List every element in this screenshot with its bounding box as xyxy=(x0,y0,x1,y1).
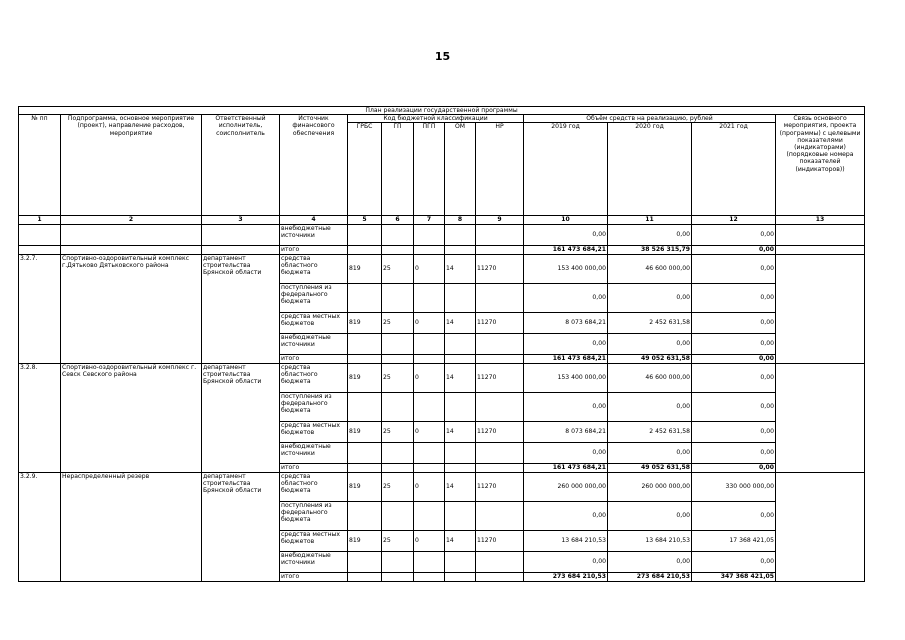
cell-2019: 8 073 684,21 xyxy=(524,421,608,442)
year-2019-header: 2019 год xyxy=(524,123,608,216)
cell-grbs: 819 xyxy=(348,530,382,551)
cell-om: 14 xyxy=(445,472,476,501)
cell-grbs: 819 xyxy=(348,254,382,283)
cell-gp xyxy=(382,283,414,312)
cell-2020: 49 052 631,58 xyxy=(608,463,692,472)
cell-2021: 0,00 xyxy=(692,551,776,572)
table-row xyxy=(19,472,865,501)
kbk-pgp-header: ПГП xyxy=(414,123,445,216)
cell-pgp xyxy=(414,442,445,463)
cell-2021: 0,00 xyxy=(692,463,776,472)
year-2021-header: 2021 год xyxy=(692,123,776,216)
cell-pgp: 0 xyxy=(414,363,445,392)
cell-link xyxy=(776,254,865,363)
cell-no xyxy=(19,245,61,254)
cell-2020: 0,00 xyxy=(608,283,692,312)
col-name-header: Подпрограмма, основное мероприятие (проект), направление расходов, мероприятие xyxy=(61,115,202,216)
cell-2019: 273 684 210,53 xyxy=(524,572,608,581)
cell-grbs xyxy=(348,551,382,572)
cell-2019: 153 400 000,00 xyxy=(524,363,608,392)
cell-nr xyxy=(476,501,524,530)
cell-2021: 0,00 xyxy=(692,283,776,312)
col-num: 5 xyxy=(348,216,382,224)
cell-2021: 0,00 xyxy=(692,333,776,354)
cell-om xyxy=(445,354,476,363)
cell-2020: 13 684 210,53 xyxy=(608,530,692,551)
cell-nr: 11270 xyxy=(476,254,524,283)
cell-om xyxy=(445,442,476,463)
cell-source: поступления из федерального бюджета xyxy=(280,283,348,312)
cell-link xyxy=(776,224,865,245)
cell-source: внебюджетные источники xyxy=(280,224,348,245)
cell-pgp: 0 xyxy=(414,421,445,442)
cell-grbs xyxy=(348,333,382,354)
plan-title: План реализации государственной программы xyxy=(19,107,865,115)
kbk-om-header: ОМ xyxy=(445,123,476,216)
col-num: 4 xyxy=(280,216,348,224)
cell-pgp: 0 xyxy=(414,530,445,551)
cell-nr xyxy=(476,572,524,581)
cell-gp: 25 xyxy=(382,312,414,333)
cell-gp xyxy=(382,354,414,363)
col-source-header: Источник финансового обеспечения xyxy=(280,115,348,216)
cell-source: средства местных бюджетов xyxy=(280,312,348,333)
cell-no: 3.2.9. xyxy=(19,472,61,581)
cell-om xyxy=(445,551,476,572)
cell-gp: 25 xyxy=(382,530,414,551)
cell-2020: 46 600 000,00 xyxy=(608,254,692,283)
header-row-1 xyxy=(19,115,865,123)
cell-2020: 0,00 xyxy=(608,551,692,572)
cell-nr: 11270 xyxy=(476,363,524,392)
cell-2020: 0,00 xyxy=(608,392,692,421)
cell-grbs: 819 xyxy=(348,312,382,333)
cell-grbs xyxy=(348,442,382,463)
cell-om xyxy=(445,501,476,530)
cell-2020: 260 000 000,00 xyxy=(608,472,692,501)
cell-2020: 0,00 xyxy=(608,501,692,530)
cell-om xyxy=(445,283,476,312)
col-num: 3 xyxy=(202,216,280,224)
cell-2020: 2 452 631,58 xyxy=(608,421,692,442)
cell-nr xyxy=(476,392,524,421)
program-plan-table xyxy=(18,106,865,582)
cell-pgp xyxy=(414,245,445,254)
cell-om xyxy=(445,245,476,254)
cell-2021: 17 368 421,05 xyxy=(692,530,776,551)
cell-grbs xyxy=(348,392,382,421)
col-link-header: Связь основного мероприятия, проекта (программы) с целевыми показателями (индикаторами) (порядковые номера показателей (индикаторов)) xyxy=(776,115,865,216)
cell-grbs: 819 xyxy=(348,472,382,501)
cell-grbs: 819 xyxy=(348,363,382,392)
cell-nr xyxy=(476,245,524,254)
cell-2021: 0,00 xyxy=(692,354,776,363)
cell-pgp xyxy=(414,354,445,363)
volume-header: Объём средств на реализацию, рублей xyxy=(524,115,776,123)
cell-om xyxy=(445,572,476,581)
cell-resp: департамент строительства Брянской области xyxy=(202,254,280,363)
cell-resp: департамент строительства Брянской области xyxy=(202,472,280,581)
cell-source: средства местных бюджетов xyxy=(280,530,348,551)
cell-grbs xyxy=(348,224,382,245)
col-num: 6 xyxy=(382,216,414,224)
col-num: 8 xyxy=(445,216,476,224)
cell-2019: 0,00 xyxy=(524,224,608,245)
cell-pgp xyxy=(414,392,445,421)
cell-grbs xyxy=(348,245,382,254)
cell-om: 14 xyxy=(445,254,476,283)
cell-gp xyxy=(382,333,414,354)
cell-nr xyxy=(476,354,524,363)
col-no-header: № пп xyxy=(19,115,61,216)
plan-title-row xyxy=(19,107,865,115)
cell-source: внебюджетные источники xyxy=(280,333,348,354)
cell-2019: 0,00 xyxy=(524,551,608,572)
cell-resp xyxy=(202,245,280,254)
cell-om: 14 xyxy=(445,363,476,392)
cell-om: 14 xyxy=(445,530,476,551)
col-num: 2 xyxy=(61,216,202,224)
cell-name: Нераспределенный резерв xyxy=(61,472,202,581)
cell-pgp xyxy=(414,333,445,354)
cell-gp xyxy=(382,572,414,581)
cell-name xyxy=(61,245,202,254)
cell-pgp: 0 xyxy=(414,254,445,283)
cell-2019: 8 073 684,21 xyxy=(524,312,608,333)
cell-gp xyxy=(382,245,414,254)
cell-pgp: 0 xyxy=(414,472,445,501)
cell-pgp xyxy=(414,501,445,530)
cell-nr xyxy=(476,442,524,463)
kbk-gp-header: ГП xyxy=(382,123,414,216)
cell-2021: 0,00 xyxy=(692,501,776,530)
cell-nr xyxy=(476,283,524,312)
cell-no: 3.2.8. xyxy=(19,363,61,472)
cell-2021: 347 368 421,05 xyxy=(692,572,776,581)
cell-gp: 25 xyxy=(382,254,414,283)
cell-grbs xyxy=(348,501,382,530)
cell-2021: 0,00 xyxy=(692,245,776,254)
cell-pgp xyxy=(414,283,445,312)
kbk-nr-header: НР xyxy=(476,123,524,216)
cell-source: внебюджетные источники xyxy=(280,442,348,463)
cell-2019: 0,00 xyxy=(524,283,608,312)
cell-om: 14 xyxy=(445,421,476,442)
cell-no xyxy=(19,224,61,245)
cell-source: поступления из федерального бюджета xyxy=(280,392,348,421)
cell-2019: 161 473 684,21 xyxy=(524,463,608,472)
cell-2020: 0,00 xyxy=(608,224,692,245)
cell-nr: 11270 xyxy=(476,530,524,551)
cell-2020: 49 052 631,58 xyxy=(608,354,692,363)
cell-source: средства местных бюджетов xyxy=(280,421,348,442)
cell-2021: 0,00 xyxy=(692,254,776,283)
cell-nr: 11270 xyxy=(476,472,524,501)
cell-om xyxy=(445,463,476,472)
cell-name xyxy=(61,224,202,245)
cell-2019: 153 400 000,00 xyxy=(524,254,608,283)
cell-nr xyxy=(476,333,524,354)
cell-om xyxy=(445,224,476,245)
cell-2020: 46 600 000,00 xyxy=(608,363,692,392)
cell-2019: 260 000 000,00 xyxy=(524,472,608,501)
cell-gp xyxy=(382,442,414,463)
cell-gp xyxy=(382,463,414,472)
cell-2019: 0,00 xyxy=(524,501,608,530)
cell-grbs: 819 xyxy=(348,421,382,442)
cell-source: итого xyxy=(280,463,348,472)
cell-grbs xyxy=(348,354,382,363)
cell-nr: 11270 xyxy=(476,421,524,442)
cell-gp: 25 xyxy=(382,472,414,501)
cell-2020: 38 526 315,79 xyxy=(608,245,692,254)
col-num: 9 xyxy=(476,216,524,224)
kbk-grbs-header: ГРБС xyxy=(348,123,382,216)
cell-2019: 161 473 684,21 xyxy=(524,354,608,363)
column-numbers-row xyxy=(19,216,865,224)
cell-link xyxy=(776,245,865,254)
cell-grbs xyxy=(348,463,382,472)
table-row xyxy=(19,363,865,392)
cell-2021: 0,00 xyxy=(692,392,776,421)
cell-nr xyxy=(476,463,524,472)
cell-om: 14 xyxy=(445,312,476,333)
cell-source: средства областного бюджета xyxy=(280,254,348,283)
cell-2020: 2 452 631,58 xyxy=(608,312,692,333)
cell-link xyxy=(776,363,865,472)
cell-source: итого xyxy=(280,245,348,254)
col-num: 13 xyxy=(776,216,865,224)
cell-source: итого xyxy=(280,572,348,581)
cell-pgp xyxy=(414,572,445,581)
cell-2020: 0,00 xyxy=(608,333,692,354)
cell-2020: 0,00 xyxy=(608,442,692,463)
col-num: 11 xyxy=(608,216,692,224)
cell-pgp xyxy=(414,463,445,472)
cell-2021: 0,00 xyxy=(692,421,776,442)
cell-2021: 0,00 xyxy=(692,224,776,245)
cell-name: Спортивно-оздоровительный комплекс г. Севск Севского района xyxy=(61,363,202,472)
cell-gp: 25 xyxy=(382,363,414,392)
col-num: 12 xyxy=(692,216,776,224)
cell-gp xyxy=(382,551,414,572)
col-num: 7 xyxy=(414,216,445,224)
cell-pgp: 0 xyxy=(414,312,445,333)
cell-2019: 0,00 xyxy=(524,333,608,354)
cell-source: поступления из федерального бюджета xyxy=(280,501,348,530)
page-number: 15 xyxy=(434,50,451,63)
cell-source: итого xyxy=(280,354,348,363)
cell-2021: 0,00 xyxy=(692,363,776,392)
cell-gp: 25 xyxy=(382,421,414,442)
col-num: 10 xyxy=(524,216,608,224)
cell-nr xyxy=(476,551,524,572)
cell-2019: 13 684 210,53 xyxy=(524,530,608,551)
cell-2021: 0,00 xyxy=(692,442,776,463)
cell-2019: 0,00 xyxy=(524,392,608,421)
cell-source: средства областного бюджета xyxy=(280,363,348,392)
cell-grbs xyxy=(348,283,382,312)
cell-om xyxy=(445,333,476,354)
cell-name: Спортивно-оздоровительный комплекс г.Дятьково Дятьковского района xyxy=(61,254,202,363)
col-resp-header: Ответственный исполнитель, соисполнитель xyxy=(202,115,280,216)
cell-resp: департамент строительства Брянской области xyxy=(202,363,280,472)
cell-nr xyxy=(476,224,524,245)
col-num: 1 xyxy=(19,216,61,224)
cell-pgp xyxy=(414,224,445,245)
kbk-header: Код бюджетной классификации xyxy=(348,115,524,123)
cell-no: 3.2.7. xyxy=(19,254,61,363)
cell-gp xyxy=(382,392,414,421)
year-2020-header: 2020 год xyxy=(608,123,692,216)
cell-nr: 11270 xyxy=(476,312,524,333)
cell-om xyxy=(445,392,476,421)
cell-2020: 273 684 210,53 xyxy=(608,572,692,581)
cell-pgp xyxy=(414,551,445,572)
cell-gp xyxy=(382,501,414,530)
table-row-total xyxy=(19,245,865,254)
cell-resp xyxy=(202,224,280,245)
cell-link xyxy=(776,472,865,581)
cell-source: средства областного бюджета xyxy=(280,472,348,501)
cell-2019: 161 473 684,21 xyxy=(524,245,608,254)
cell-gp xyxy=(382,224,414,245)
table-row xyxy=(19,224,865,245)
cell-2021: 330 000 000,00 xyxy=(692,472,776,501)
cell-grbs xyxy=(348,572,382,581)
table-row xyxy=(19,254,865,283)
cell-2019: 0,00 xyxy=(524,442,608,463)
cell-source: внебюджетные источники xyxy=(280,551,348,572)
cell-2021: 0,00 xyxy=(692,312,776,333)
